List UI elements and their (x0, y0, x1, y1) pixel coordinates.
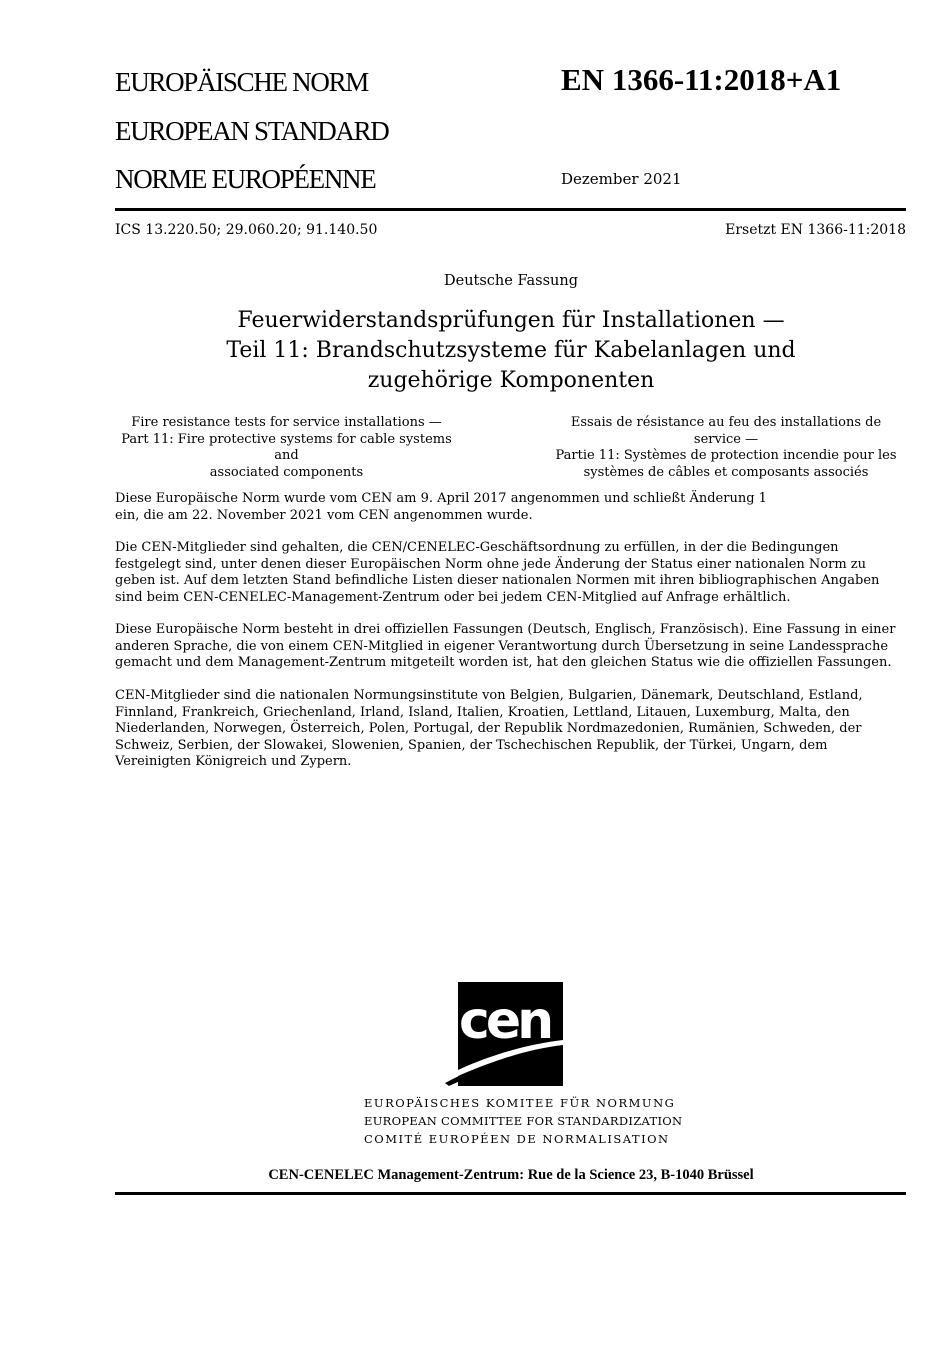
title-de-line-1: Feuerwiderstandsprüfungen für Installationen — (237, 308, 785, 333)
cen-line-de: EUROPÄISCHES KOMITEE FÜR NORMUNG (364, 1096, 676, 1110)
document-title-en (115, 415, 458, 481)
replaces-note: Ersetzt EN 1366-11:2018 (725, 222, 906, 238)
cen-line-en: EUROPEAN COMMITTEE FOR STANDARDIZATION (364, 1114, 683, 1128)
cen-logo (445, 982, 565, 1088)
title-fr-line-1: Essais de résistance au feu des installations de service — (570, 415, 882, 447)
cen-line-fr: COMITÉ EUROPÉEN DE NORMALISATION (364, 1132, 670, 1146)
publication-date: Dezember 2021 (561, 170, 682, 188)
cen-logo-text: cen (459, 991, 551, 1051)
title-de-line-2: Teil 11: Brandschutzsysteme für Kabelanlagen und (226, 338, 796, 363)
document-title-de (115, 306, 907, 396)
title-en-line-2: Part 11: Fire protective systems for cable systems and (121, 431, 452, 463)
cen-logo-graphic (445, 982, 565, 1088)
ics-codes: ICS 13.220.50; 29.060.20; 91.140.50 (115, 222, 378, 238)
title-en-line-1: Fire resistance tests for service installations — (131, 415, 442, 430)
title-en-line-3: associated components (209, 464, 364, 480)
standard-number: EN 1366-11:2018+A1 (561, 62, 842, 97)
paragraph-adoption: Diese Europäische Norm wurde vom CEN am 9. April 2017 angenommen und schließt Änderung 1 ein, die am 22. November 2021 vom CEN angenommen wurde. (115, 491, 767, 523)
header-rule (115, 208, 906, 211)
norm-title-fr: NORME EUROPÉENNE (115, 164, 376, 194)
document-title-fr (548, 415, 904, 481)
version-label: Deutsche Fassung (443, 273, 579, 289)
title-de-line-3: zugehörige Komponenten (367, 368, 655, 393)
cen-committee-names (364, 1094, 682, 1148)
title-fr-line-2: Partie 11: Systèmes de protection incendie pour les (555, 448, 897, 463)
title-fr-line-3: systèmes de câbles et composants associés (583, 464, 869, 480)
footer-rule (115, 1192, 906, 1195)
norm-title-de: EUROPÄISCHE NORM (115, 67, 368, 97)
paragraph-members: CEN-Mitglieder sind die nationalen Normungsinstitute von Belgien, Bulgarien, Dänemark, Deutschland, Estland, Finnland, Frankreich, Griechenland, Irland, Island, Italien, Kroatien, Lettland, Litauen, Luxemburg, Malta, den Niederlanden, Norwegen, Österreich, Polen, Portugal, der Republik Nordmazedonien, Rumänien, Schweden, der Schweiz, Serbien, der Slowakei, Slowenien, Spanien, der Tschechischen Republik, der Türkei, Ungarn, dem Vereinigten Königreich und Zypern. (115, 688, 863, 769)
footer-address: CEN-CENELEC Management-Zentrum: Rue de la Science 23, B-1040 Brüssel (268, 1167, 754, 1183)
paragraph-obligations: Die CEN-Mitglieder sind gehalten, die CEN/CENELEC-Geschäftsordnung zu erfüllen, in der die Bedingungen festgelegt sind, unter denen dieser Europäischen Norm ohne jede Änderung der Status einer nationalen Norm zu geben ist. Auf dem letzten Stand befindliche Listen dieser nationalen Normen mit ihren bibliographischen Angaben sind beim CEN-CENELEC-Management-Zentrum oder bei jedem CEN-Mitglied auf Anfrage erhältlich. (115, 540, 880, 605)
paragraph-versions: Diese Europäische Norm besteht in drei offiziellen Fassungen (Deutsch, Englisch, Französisch). Eine Fassung in einer anderen Sprache, die von einem CEN-Mitglied in eigener Verantwortung durch Übersetzung in seine Landessprache gemacht und dem Management-Zentrum mitgeteilt worden ist, hat den gleichen Status wie die offiziellen Fassungen. (115, 622, 896, 670)
norm-title-en: EUROPEAN STANDARD (115, 116, 389, 146)
